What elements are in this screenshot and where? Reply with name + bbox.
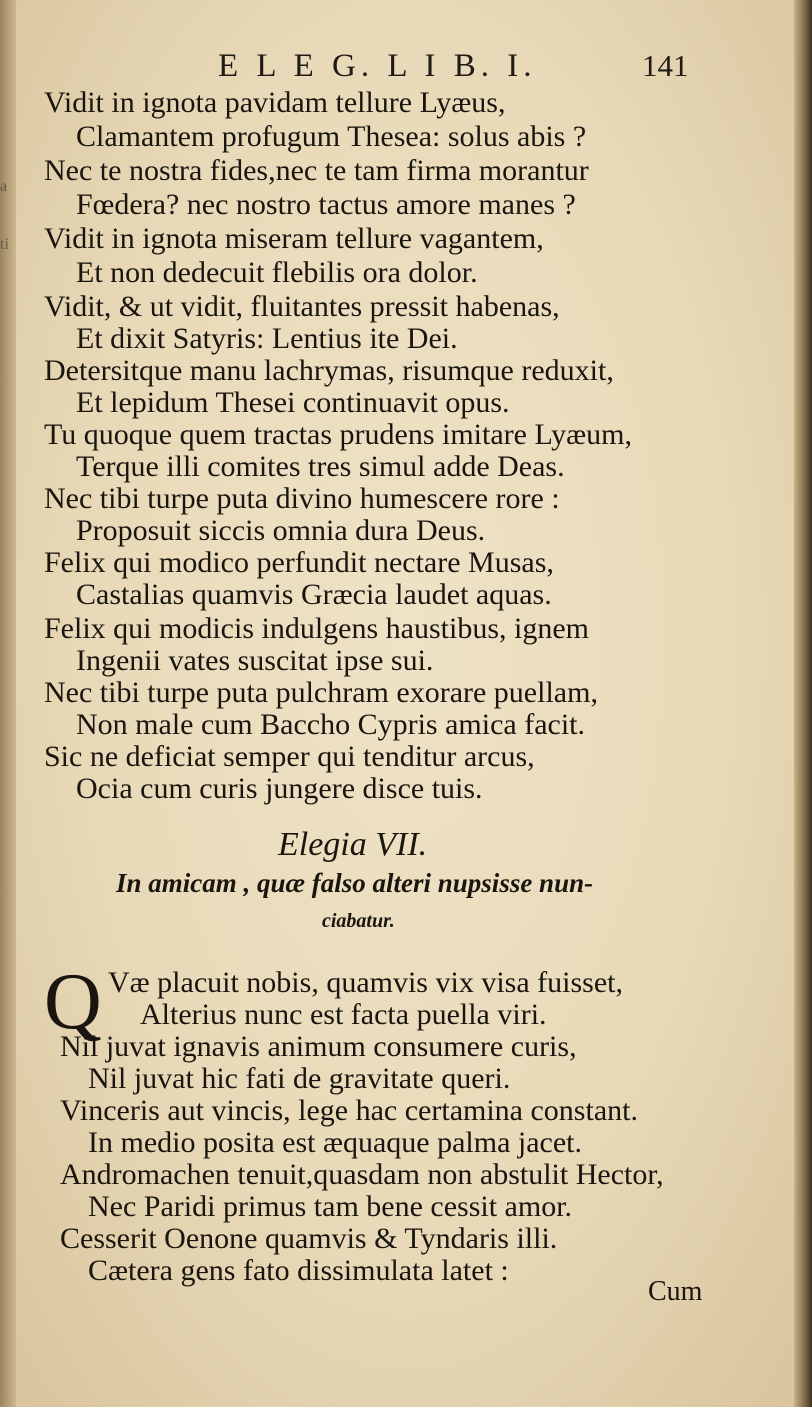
elegy-subtitle-cont: ciabatur. [322,910,395,932]
elegy-title: Elegia VII. [278,826,428,863]
verse-line: Et non dedecuit flebilis ora dolor. [76,256,478,289]
verse-line: Sic ne deficiat semper qui tenditur arcus, [44,740,535,773]
verse-line: Felix qui modicis indulgens haustibus, ignem [44,612,589,645]
verse-line: Ocia cum curis jungere disce tuis. [76,772,483,805]
verse-line: Nil juvat hic fati de gravitate queri. [88,1062,511,1095]
verse-line: Ingenii vates suscitat ipse sui. [76,644,434,677]
verse-line: Vidit in ignota pavidam tellure Lyæus, [44,86,506,119]
catchword: Cum [648,1276,703,1307]
verse-line: In medio posita est æquaque palma jacet. [88,1126,583,1159]
verse-line: Felix qui modico perfundit nectare Musas, [44,546,554,579]
verse-line: Cesserit Oenone quamvis & Tyndaris illi. [60,1222,558,1255]
verse-line: Nec Paridi primus tam bene cessit amor. [88,1190,573,1223]
verse-line: Terque illi comites tres simul adde Deas. [76,450,565,483]
verse-line: Andromachen tenuit,quasdam non abstulit Hector, [60,1158,664,1191]
verse-line: Tu quoque quem tractas prudens imitare Lyæum, [44,418,632,451]
verse-line: Vinceris aut vincis, lege hac certamina constant. [60,1094,638,1127]
verse-line: Vidit, & ut vidit, fluitantes pressit habenas, [44,290,560,323]
verse-line: Nec tibi turpe puta pulchram exorare puellam, [44,676,598,709]
verse-line: Proposuit siccis omnia dura Deus. [76,514,486,547]
verse-line: Cætera gens fato dissimulata latet : [88,1254,509,1287]
verse-line: Et lepidum Thesei continuavit opus. [76,386,510,419]
verse-line: Væ placuit nobis, quamvis vix visa fuisset, [108,966,623,999]
margin-mark: ti [0,236,9,253]
running-title: E L E G. L I B. I. [218,48,537,84]
verse-line: Nil juvat ignavis animum consumere curis, [60,1030,577,1063]
elegy-subtitle: In amicam , quæ falso alteri nupsisse nun- [116,868,594,898]
verse-line: Non male cum Baccho Cypris amica facit. [76,708,585,741]
verse-line: Nec tibi turpe puta divino humescere rore : [44,482,560,515]
page-number: 141 [642,48,689,83]
verse-line: Detersitque manu lachrymas, risumque reduxit, [44,354,614,387]
verse-line: Vidit in ignota miseram tellure vagantem, [44,222,544,255]
verse-line: Et dixit Satyris: Lentius ite Dei. [76,322,458,355]
verse-line: Castalias quamvis Græcia laudet aquas. [76,578,552,611]
verse-line: Clamantem profugum Thesea: solus abis ? [76,120,587,153]
margin-mark: a [0,178,8,195]
verse-line: Fœdera? nec nostro tactus amore manes ? [76,188,576,221]
verse-line: Alterius nunc est facta puella viri. [140,998,547,1031]
verse-line: Nec te nostra fides,nec te tam firma morantur [44,154,589,187]
drop-cap: Q [44,958,102,1046]
